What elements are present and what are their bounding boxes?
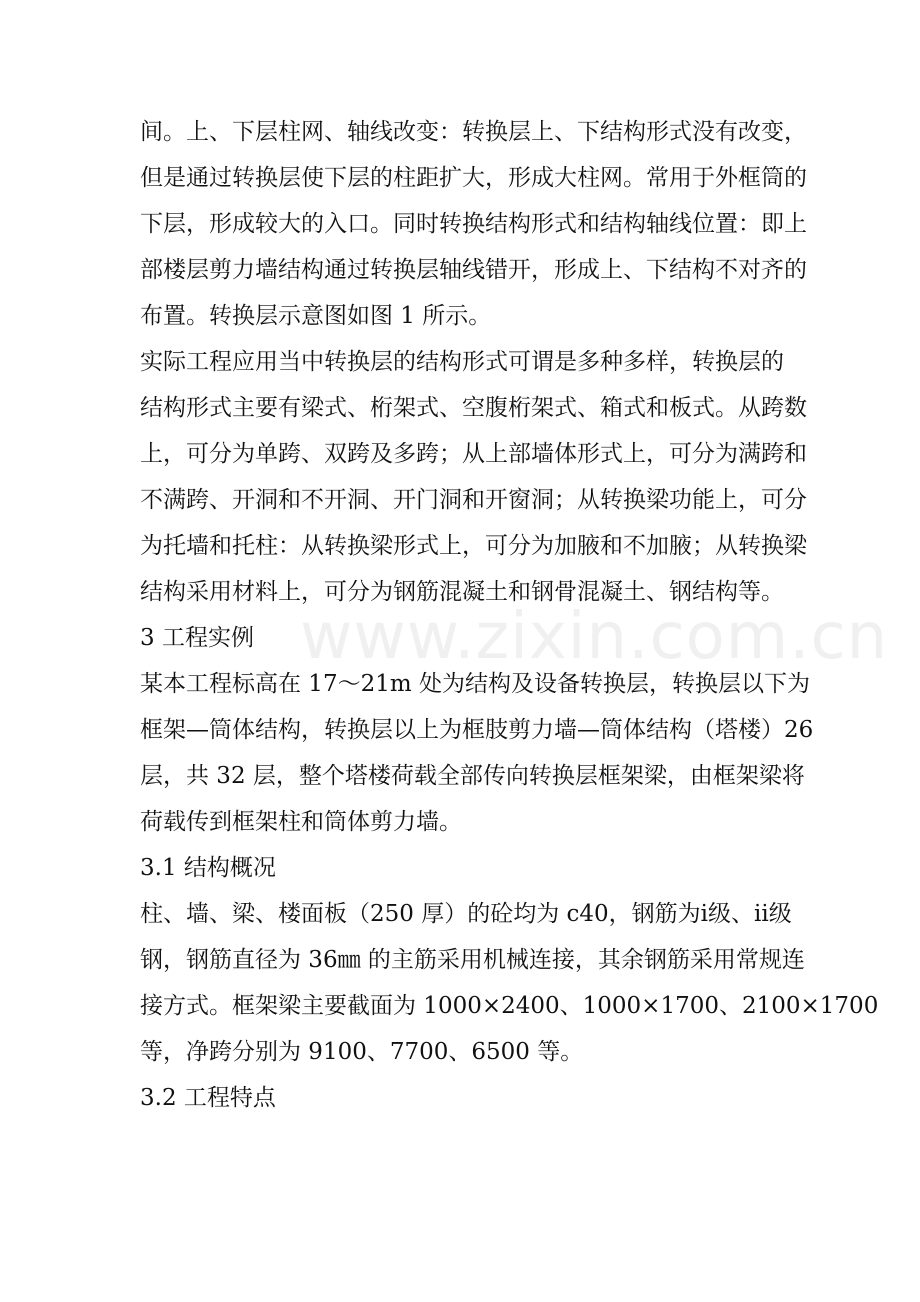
paragraph-line: 层，共 32 层，整个塔楼荷载全部传向转换层框架梁，由框架梁将 [140,763,805,789]
paragraph-line: 等，净跨分别为 9100、7700、6500 等。 [140,1039,584,1065]
paragraph-line: 上，可分为单跨、双跨及多跨；从上部墙体形式上，可分为满跨和 [140,441,807,467]
watermark: www.zixin.com.cn [300,600,889,674]
paragraph-line: 部楼层剪力墙结构通过转换层轴线错开，形成上、下结构不对齐的 [140,257,807,283]
paragraph-line: 布置。转换层示意图如图 1 所示。 [140,303,492,329]
paragraph-line: 某本工程标高在 17～21m 处为结构及设备转换层，转换层以下为 [140,671,810,697]
paragraph-line: 接方式。框架梁主要截面为 1000×2400、1000×1700、2100×1700 [140,993,879,1019]
section-heading: 3 工程实例 [140,625,254,651]
paragraph-line: 实际工程应用当中转换层的结构形式可谓是多种多样，转换层的 [140,349,784,375]
paragraph-line: 不满跨、开洞和不开洞、开门洞和开窗洞；从转换梁功能上，可分 [140,487,807,513]
section-heading: 3.1 结构概况 [140,855,276,881]
paragraph-line: 结构形式主要有梁式、桁架式、空腹桁架式、箱式和板式。从跨数 [140,395,807,421]
paragraph-line: 荷载传到框架柱和筒体剪力墙。 [140,809,462,835]
paragraph-line: 为托墙和托柱：从转换梁形式上，可分为加腋和不加腋；从转换梁 [140,533,807,559]
paragraph-line: 但是通过转换层使下层的柱距扩大，形成大柱网。常用于外框筒的 [140,165,807,191]
paragraph-line: 结构采用材料上，可分为钢筋混凝土和钢骨混凝土、钢结构等。 [140,579,784,605]
paragraph-line: 间。上、下层柱网、轴线改变：转换层上、下结构形式没有改变， [140,119,807,145]
paragraph-line: 柱、墙、梁、楼面板（250 厚）的砼均为 c40，钢筋为ⅰ级、ⅱ级 [140,901,792,927]
section-heading: 3.2 工程特点 [140,1085,276,1111]
paragraph-line: 钢，钢筋直径为 36㎜ 的主筋采用机械连接，其余钢筋采用常规连 [140,947,805,973]
paragraph-line: 下层，形成较大的入口。同时转换结构形式和结构轴线位置：即上 [140,211,807,237]
paragraph-line: 框架—筒体结构，转换层以上为框肢剪力墙—筒体结构（塔楼）26 [140,717,814,743]
